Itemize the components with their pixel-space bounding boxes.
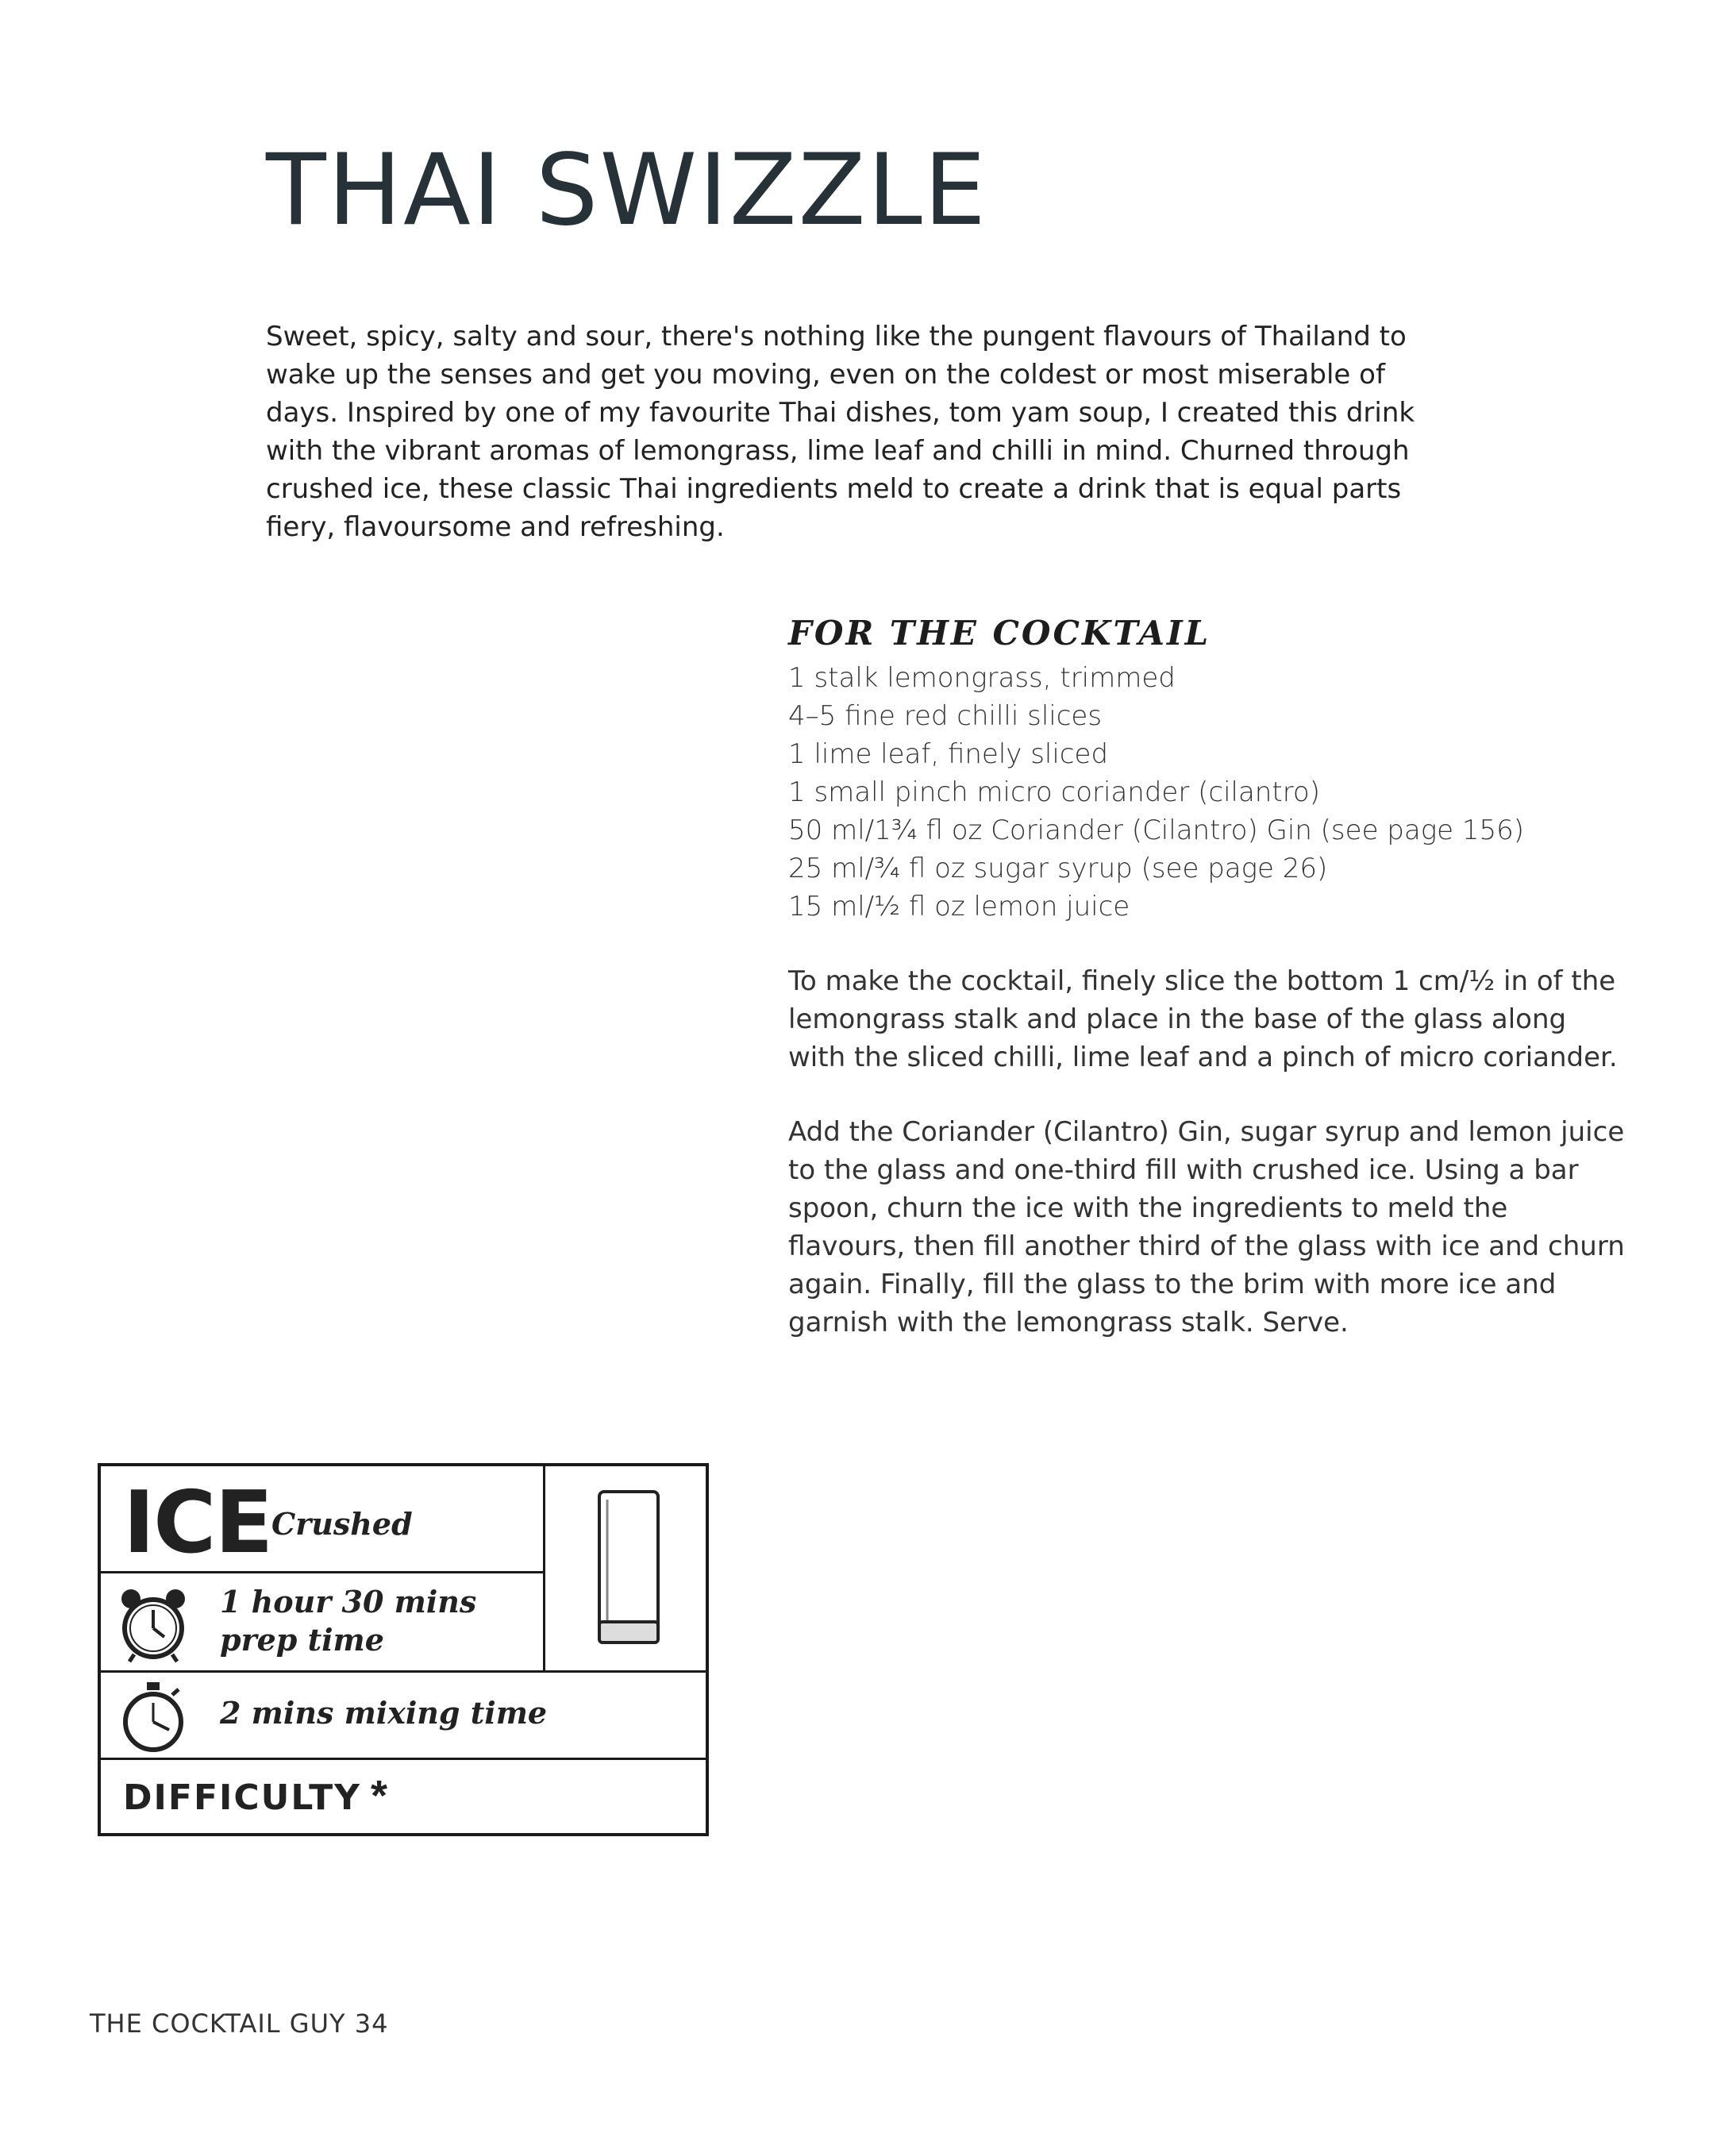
ice-value: Crushed bbox=[271, 1506, 413, 1542]
drink-info-box bbox=[98, 1463, 709, 1836]
intro-text: Sweet, spicy, salty and sour, there's nothing like the pungent flavours of Thailand to wake up the senses and get you moving, even on the coldest or most miserable of days. Inspired by one of my favourite Thai dishes, tom yam soup, I created this drink with the vibrant aromas of lemongrass, lime leaf and chilli in mind. Churned through crushed ice, these classic Thai ingredients meld to create a drink that is equal parts fiery, flavoursome and refreshing. bbox=[266, 321, 1415, 543]
glass-cell bbox=[545, 1466, 706, 1673]
method-step: Add the Coriander (Cilantro) Gin, sugar syrup and lemon juice to the glass and one-third fill with crushed ice. Using a bar spoon, churn the ice with the ingredients to meld the flavours, then fill another third of the glass with ice and churn again. Finally, fill the glass to the brim with more ice and garnish with the lemongrass stalk. Serve. bbox=[788, 1116, 1625, 1338]
ingredient-item: 50 ml/1¾ fl oz Coriander (Cilantro) Gin (see page 156) bbox=[788, 815, 1524, 846]
prep-time-line2: prep time bbox=[220, 1622, 384, 1658]
cocktail-heading: FOR THE COCKTAIL bbox=[788, 614, 1211, 653]
difficulty-label: DIFFICULTY bbox=[123, 1777, 362, 1818]
recipe-title: THAI SWIZZLE bbox=[266, 133, 988, 248]
difficulty-rating: * bbox=[371, 1772, 388, 1820]
ingredient-item: 1 small pinch micro coriander (cilantro) bbox=[788, 776, 1320, 808]
recipe-section bbox=[788, 613, 1630, 1342]
ingredient-item: 4–5 fine red chilli slices bbox=[788, 700, 1103, 732]
ingredient-item: 1 lime leaf, finely sliced bbox=[788, 738, 1109, 770]
prep-time-row bbox=[101, 1573, 545, 1673]
ice-row bbox=[101, 1466, 545, 1573]
ingredient-list bbox=[788, 659, 1630, 926]
intro-paragraph bbox=[266, 318, 1441, 546]
alarm-clock-icon bbox=[114, 1585, 193, 1664]
mixing-time-row bbox=[101, 1673, 706, 1760]
prep-time-value bbox=[220, 1583, 476, 1659]
stopwatch-icon bbox=[118, 1681, 188, 1754]
ingredient-item: 25 ml/¾ fl oz sugar syrup (see page 26) bbox=[788, 853, 1328, 884]
difficulty-row bbox=[101, 1760, 706, 1833]
method-step: To make the cocktail, finely slice the bottom 1 cm/½ in of the lemongrass stalk and place in the base of the glass along with the sliced chilli, lime leaf and a pinch of micro coriander. bbox=[788, 965, 1618, 1073]
page-footer: THE COCKTAIL GUY 34 bbox=[90, 2008, 389, 2039]
ingredient-item: 1 stalk lemongrass, trimmed bbox=[788, 662, 1176, 694]
ingredient-item: 15 ml/½ fl oz lemon juice bbox=[788, 891, 1130, 922]
method-steps bbox=[788, 962, 1630, 1342]
highball-glass-icon bbox=[593, 1489, 664, 1647]
mixing-time-value: 2 mins mixing time bbox=[220, 1695, 548, 1731]
prep-time-line1: 1 hour 30 mins bbox=[220, 1584, 477, 1619]
ice-label: ICE bbox=[123, 1473, 272, 1573]
